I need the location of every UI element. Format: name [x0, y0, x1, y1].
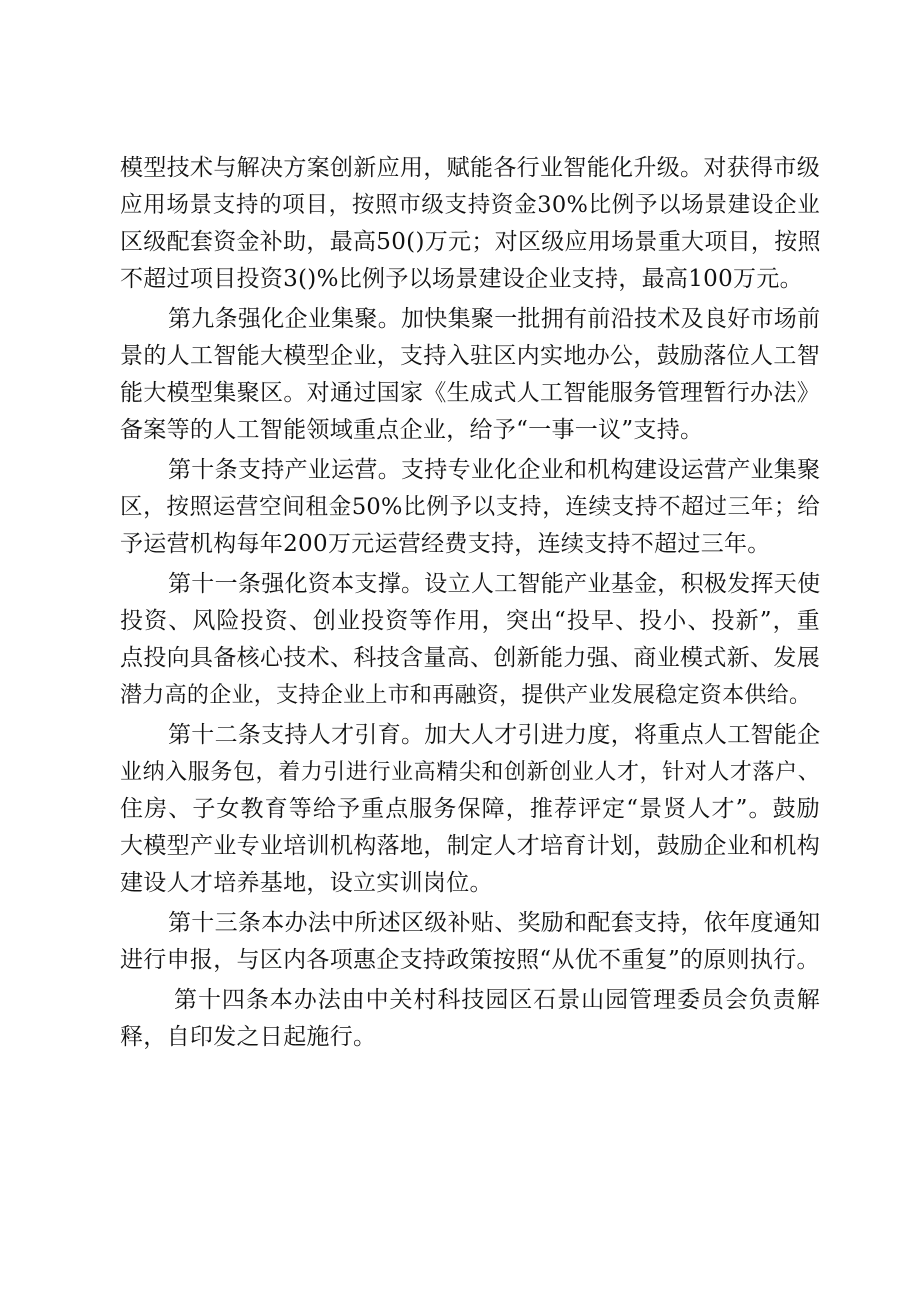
text-line: 释，自印发之日起施行。	[120, 1024, 377, 1050]
paragraph-article-11	[120, 566, 820, 714]
paragraph-continuation	[120, 150, 820, 298]
text-line: 能大模型集聚区。对通过国家《生成式人工智能服务管理暂行办法》	[120, 380, 820, 406]
text-line: 第九条强化企业集聚。加快集聚一批拥有前沿技术及良好市场前	[168, 306, 821, 332]
text-line: 投资、风险投资、创业投资等作用，突出“投早、投小、投新”，重	[120, 608, 820, 634]
text-line: 第十条支持产业运营。支持专业化企业和机构建设运营产业集聚	[168, 457, 821, 483]
text-line: 住房、子女教育等给予重点服务保障，推荐评定“景贤人才”。鼓励	[120, 796, 820, 822]
text-line: 潜力高的企业，支持企业上市和再融资，提供产业发展稳定资本供给。	[120, 683, 812, 708]
text-line: 第十三条本办法中所述区级补贴、奖励和配套支持，依年度通知	[168, 910, 821, 936]
text-line: 点投向具备核心技术、科技含量高、创新能力强、商业模式新、发展	[120, 645, 820, 671]
paragraph-article-12	[120, 717, 820, 902]
paragraph-article-10	[120, 452, 820, 563]
text-line: 第十四条本办法由中关村科技园区石景山园管理委员会负责解	[174, 987, 820, 1013]
text-line: 予运营机构每年200万元运营经费支持，连续支持不超过三年。	[120, 531, 771, 557]
paragraph-article-14	[120, 982, 820, 1056]
text-line: 第十一条强化资本支撑。设立人工智能产业基金，积极发挥天使	[168, 571, 821, 597]
text-line: 区级配套资金补助，最高50()万元；对区级应用场景重大项目，按照	[120, 229, 821, 255]
text-line: 应用场景支持的项目，按照市级支持资金30%比例予以场景建设企业	[120, 192, 820, 218]
text-line: 备案等的人工智能领域重点企业，给予“一事一议”支持。	[120, 417, 704, 443]
text-line: 业纳入服务包，着力引进行业高精尖和创新创业人才，针对人才落户、	[120, 760, 820, 785]
text-line: 进行申报，与区内各项惠企支持政策按照“从优不重复”的原则执行。	[120, 947, 820, 973]
text-line: 第十二条支持人才引育。加大人才引进力度，将重点人工智能企	[168, 722, 821, 748]
paragraph-article-13	[120, 905, 820, 979]
text-line: 模型技术与解决方案创新应用，赋能各行业智能化升级。对获得市级	[120, 155, 820, 181]
text-line: 区，按照运营空间租金50%比例予以支持，连续支持不超过三年；给	[120, 494, 820, 520]
document-body	[120, 150, 820, 1056]
text-line: 景的人工智能大模型企业，支持入驻区内实地办公，鼓励落位人工智	[120, 343, 820, 369]
text-line: 大模型产业专业培训机构落地，制定人才培育计划，鼓励企业和机构	[120, 833, 820, 859]
text-line: 不超过项目投资3()%比例予以场景建设企业支持，最高100万元。	[120, 266, 803, 292]
paragraph-article-9	[120, 301, 820, 449]
text-line: 建设人才培养基地，设立实训岗位。	[120, 870, 493, 896]
